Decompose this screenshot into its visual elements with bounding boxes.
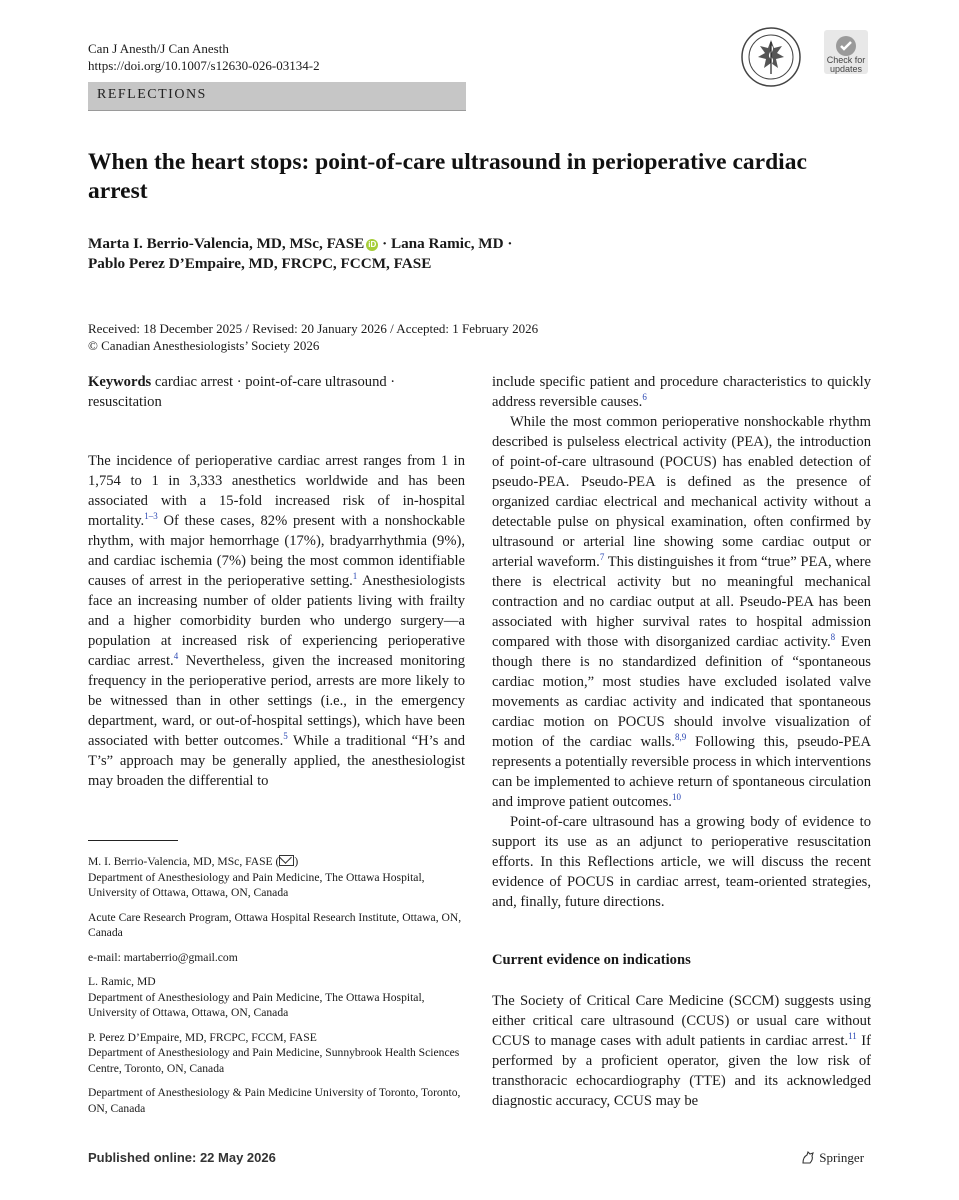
journal-header — [88, 40, 320, 74]
section-heading: Current evidence on indications — [492, 952, 691, 968]
check-label-line1: Check for — [826, 55, 866, 65]
check-for-updates-label — [820, 56, 872, 74]
author-sep: · — [378, 235, 391, 252]
text-run: Even though there is no standardized definition of “spontaneous cardiac motion,” most studies have excluded isolated valve movements as cardiac activity and indicated that spontaneous cardiac motion on POCUS should involve visualization of motion of the cardiac walls. — [492, 634, 871, 750]
left-column-body — [88, 451, 465, 791]
doi-link[interactable]: https://doi.org/10.1007/s12630-026-03134-2 — [88, 58, 320, 73]
affiliation-inst: Acute Care Research Program, Ottawa Hospital Research Institute, Ottawa, ON, Canada — [88, 910, 462, 939]
citation-ref[interactable]: 11 — [848, 1031, 857, 1042]
intro-paragraph — [88, 451, 465, 791]
citation-ref[interactable]: 5 — [283, 731, 288, 742]
pseudo-pea-paragraph — [492, 412, 871, 812]
right-column-body — [492, 372, 871, 1111]
author-3[interactable]: Pablo Perez D’Empaire, MD, FRCPC, FCCM, FASE — [88, 255, 432, 272]
affiliation-author-1: M. I. Berrio-Valencia, MD, MSc, FASE ( — [88, 855, 280, 868]
affiliation-block-3 — [88, 1030, 465, 1077]
keywords — [88, 372, 465, 412]
author-2[interactable]: Lana Ramic, MD — [390, 235, 504, 252]
text-run: While a traditional “H’s and T’s” approach may be generally applied, the anesthesiologist may broaden the differential to — [88, 733, 465, 789]
affiliation-dept-2: Department of Anesthesiology & Pain Medicine University of Toronto, Toronto, ON, Canada — [88, 1086, 461, 1115]
paragraph-continued — [492, 372, 871, 412]
envelope-icon[interactable] — [279, 855, 294, 866]
affiliation-author-3: P. Perez D’Empaire, MD, FRCPC, FCCM, FASE — [88, 1030, 317, 1044]
copyright: © Canadian Anesthesiologists’ Society 2026 — [88, 338, 320, 353]
citation-ref[interactable]: 4 — [173, 651, 179, 662]
paren-close: ) — [294, 855, 299, 868]
society-seal-logo — [740, 26, 802, 88]
affiliation-dept: Department of Anesthesiology and Pain Medicine, The Ottawa Hospital, University of Ottawa, Ottawa, ON, Canada — [88, 870, 425, 899]
text-run: Anesthesiologists face an increasing number of older patients living with frailty and a higher comorbidity burden who undergo surgery—a population at increased risk of experiencing perioperative cardiac arrest. — [88, 573, 465, 669]
citation-ref[interactable]: 6 — [642, 392, 647, 403]
text-run: If performed by a proficient operator, given the low risk of transthoracic echocardiography (TTE) and its acknowledged diagnostic accuracy, CCUS may be — [492, 1033, 871, 1109]
text-run: The incidence of perioperative cardiac arrest ranges from 1 in 1,754 to 1 in 3,333 anesthetics worldwide and has been associated with a 15-fold increased risk of in-hospital mortality. — [88, 453, 465, 529]
article-type-banner — [88, 82, 466, 111]
footnote-divider — [88, 840, 178, 841]
affiliation-dept: Department of Anesthesiology and Pain Medicine, Sunnybrook Health Sciences Centre, Toronto, ON, Canada — [88, 1046, 460, 1075]
citation-ref[interactable]: 10 — [671, 792, 681, 803]
keywords-text: cardiac arrest · point-of-care ultrasound · resuscitation — [88, 374, 396, 410]
text-run: Nevertheless, given the increased monitoring frequency in the perioperative period, arrests are more likely to be witnessed than in other settings (i.e., in the emergency department, ward, or out-of-hospital settings), which have been associated with better outcomes. — [88, 653, 465, 749]
check-label-line2: updates — [829, 64, 863, 74]
citation-ref[interactable]: 8 — [830, 632, 836, 643]
springer-horse-icon — [800, 1150, 816, 1164]
sccm-paragraph — [492, 991, 871, 1111]
text-run: include specific patient and procedure characteristics to quickly address reversible causes. — [492, 374, 871, 410]
publisher-mark — [800, 1150, 864, 1166]
article-type: REFLECTIONS — [97, 87, 207, 102]
text-run: The Society of Critical Care Medicine (SCCM) suggests using either critical care ultrasound (CCUS) or usual care without CCUS to manage cases with adult patients in cardiac arrest. — [492, 993, 871, 1049]
orcid-icon[interactable]: iD — [368, 240, 377, 249]
journal-name: Can J Anesth/J Can Anesth — [88, 41, 229, 56]
author-email[interactable]: e-mail: martaberrio@gmail.com — [88, 950, 238, 964]
keywords-label: Keywords — [88, 374, 152, 390]
citation-ref[interactable]: 7 — [599, 552, 605, 563]
text-run: Following this, pseudo-PEA represents a potentially reversible process in which interventions can be implemented to achieve return of spontaneous circulation and improve patient outcomes. — [492, 734, 871, 810]
affiliation-block-2 — [88, 974, 465, 1021]
article-title: When the heart stops: point-of-care ultrasound in perioperative cardiac arrest — [88, 149, 807, 204]
affiliation-author-2: L. Ramic, MD — [88, 975, 156, 988]
text-run: While the most common perioperative nonshockable rhythm described is pulseless electrical activity (PEA), the introduction of point-of-care ultrasound (POCUS) has enabled detection of pseudo-PEA. Pseudo-PEA is defined as the presence of organized cardiac electrical and mechanical activity without a detectable pulse on physical examination, often confirmed by ultrasound or arterial line showing some cardiac output or arterial waveform. — [492, 414, 871, 570]
affiliation-block-1 — [88, 854, 465, 901]
received-revised-accepted: Received: 18 December 2025 / Revised: 20 January 2026 / Accepted: 1 February 2026 — [88, 321, 539, 336]
text-run: Of these cases, 82% present with a nonshockable rhythm, with major hemorrhage (17%), bradyarrhythmia (9%), and cardiac ischemia (7%) being the most common identifiable causes of arrest in the perioperative setting. — [88, 513, 465, 589]
citation-ref[interactable]: 1–3 — [144, 511, 158, 522]
citation-ref[interactable]: 1 — [352, 571, 358, 582]
pocus-paragraph: Point-of-care ultrasound has a growing body of evidence to support its use as an adjunct to perioperative resuscitation efforts. In this Reflections article, we will discuss the recent evidence of POCUS in cardiac arrest, team-oriented strategies, and, finally, future directions. — [492, 814, 871, 910]
author-1[interactable]: Marta I. Berrio-Valencia, MD, MSc, FASE — [88, 235, 365, 252]
author-sep: · — [503, 235, 513, 252]
affiliation-dept: Department of Anesthesiology and Pain Medicine, The Ottawa Hospital, University of Ottawa, Ottawa, ON, Canada — [88, 990, 425, 1019]
affiliations — [88, 854, 465, 1125]
article-dates — [88, 320, 788, 354]
citation-ref[interactable]: 8,9 — [674, 732, 687, 743]
publisher-name: Springer — [819, 1150, 865, 1165]
published-online: Published online: 22 May 2026 — [88, 1150, 276, 1165]
author-list — [88, 234, 808, 274]
text-run: This distinguishes it from “true” PEA, where there is electrical activity but no meaningful mechanical contraction and no cardiac output at all. Pseudo-PEA has been associated with higher survival rates to hospital admission compared with those with disorganized cardiac activity. — [492, 554, 871, 650]
